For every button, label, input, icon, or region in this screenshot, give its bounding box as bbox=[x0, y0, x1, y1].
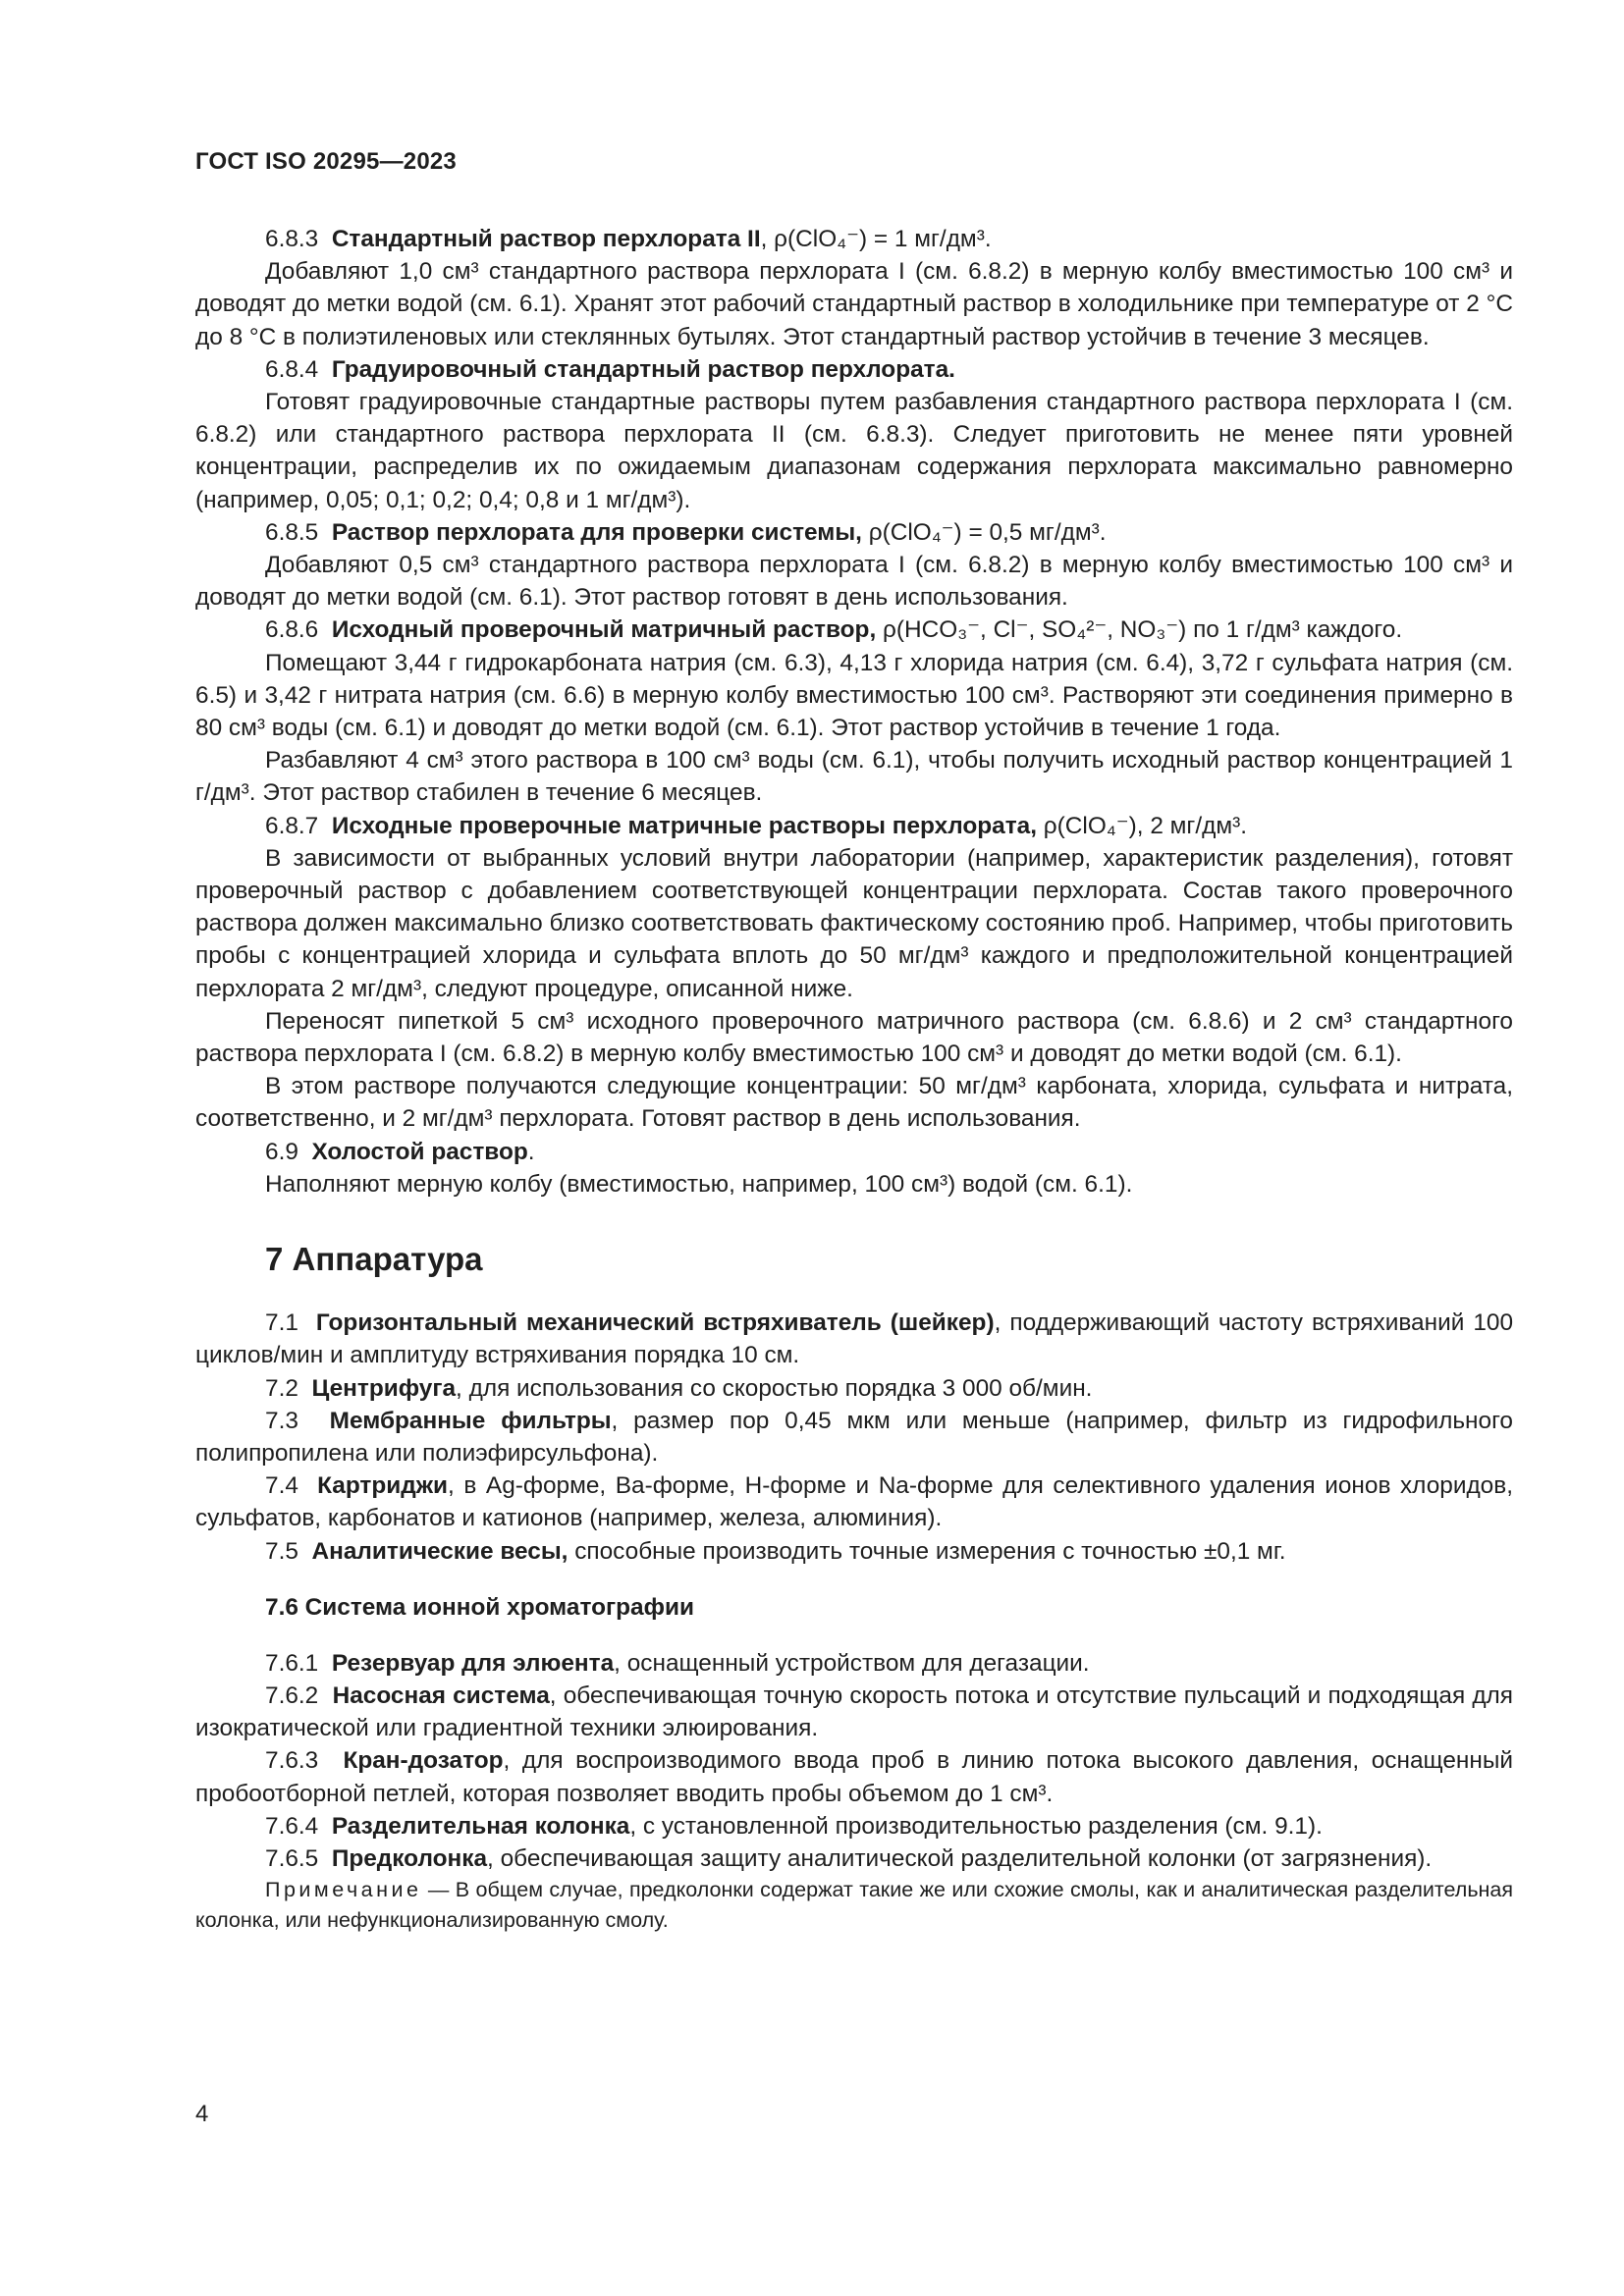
term-7-6-5: Предколонка bbox=[331, 1844, 488, 1872]
page-number: 4 bbox=[195, 2101, 209, 2127]
note bbox=[195, 1875, 1513, 1936]
term-6-8-6: Исходный проверочный матричный раствор, bbox=[331, 616, 877, 644]
subsection-7-6-title: 7.6 Система ионной хроматографии bbox=[265, 1593, 694, 1621]
para-6-8-3-heading: 6.8.3 Стандартный раствор перхлората II, ρ(ClO₄⁻) = 1 мг/дм³. bbox=[265, 226, 992, 252]
para-7-6-5: 7.6.5 Предколонка, обеспечивающая защиту аналитической разделительной колонки (от загрязнения). bbox=[265, 1844, 1433, 1872]
para-6-8-4-heading: 6.8.4 Градуировочный стандартный раствор перхлората. bbox=[265, 355, 955, 383]
term-6-8-5: Раствор перхлората для проверки системы, bbox=[331, 518, 862, 546]
para-6-8-6-heading: 6.8.6 Исходный проверочный матричный раствор, ρ(HCO₃⁻, Cl⁻, SO₄²⁻, NO₃⁻) по 1 г/дм³ каждого. bbox=[265, 616, 1403, 644]
term-7-1: Горизонтальный механический встряхиватель (шейкер) bbox=[315, 1309, 995, 1337]
para-6-9-heading: 6.9 Холостой раствор. bbox=[265, 1138, 535, 1165]
term-7-6-2: Насосная система bbox=[332, 1682, 550, 1709]
para-6-8-7-text-1: В зависимости от выбранных условий внутри лаборатории (например, характеристик разделения), готовят проверочный раствор с добавлением соответствующей концентрации перхлората. Состав такого проверочного раствора должен максимально близко соответствовать фактическому состоянию проб. Например, чтобы приготовить пробы с концентрацией хлорида и сульфата вплоть до 50 мг/дм³ каждого и предположительной концентрацией перхлората 2 мг/дм³, следуют процедуре, описанной ниже. bbox=[195, 844, 1513, 1002]
term-7-3: Мембранные фильтры bbox=[329, 1407, 612, 1434]
note-text: — В общем случае, предколонки содержат такие же или схожие смолы, как и аналитическая разделительная колонка, или нефункционализированную смолу. bbox=[195, 1878, 1513, 1933]
para-6-8-7-heading: 6.8.7 Исходные проверочные матричные растворы перхлората, ρ(ClO₄⁻), 2 мг/дм³. bbox=[265, 812, 1247, 839]
document-body bbox=[195, 223, 1513, 1936]
para-7-2: 7.2 Центрифуга, для использования со скоростью порядка 3 000 об/мин. bbox=[265, 1374, 1093, 1402]
para-7-5: 7.5 Аналитические весы, способные производить точные измерения с точностью ±0,1 мг. bbox=[265, 1537, 1286, 1565]
para-7-6-2: 7.6.2 Насосная система, обеспечивающая точную скорость потока и отсутствие пульсаций и подходящая для изократической или градиентной техники элюирования. bbox=[195, 1682, 1514, 1742]
term-6-8-3: Стандартный раствор перхлората II bbox=[331, 226, 761, 252]
term-6-8-7: Исходные проверочные матричные растворы перхлората, bbox=[331, 812, 1038, 839]
term-7-2: Центрифуга bbox=[311, 1374, 457, 1402]
para-6-8-5-heading: 6.8.5 Раствор перхлората для проверки системы, ρ(ClO₄⁻) = 0,5 мг/дм³. bbox=[265, 518, 1107, 546]
term-7-6-1: Резервуар для элюента bbox=[331, 1649, 615, 1677]
para-6-8-6-text-1: Помещают 3,44 г гидрокарбоната натрия (см. 6.3), 4,13 г хлорида натрия (см. 6.4), 3,72 г сульфата натрия (см. 6.5) и 3,42 г нитрата натрия (см. 6.6) в мерную колбу вместимостью 100 см³. Растворяют эти соединения примерно в 80 см³ воды (см. 6.1) и доводят до метки водой (см. 6.1). Этот раствор устойчив в течение 1 года. bbox=[195, 649, 1513, 742]
para-7-1: 7.1 Горизонтальный механический встряхиватель (шейкер), поддерживающий частоту встряхиваний 100 циклов/мин и амплитуду встряхивания порядка 10 см. bbox=[195, 1309, 1514, 1369]
para-6-8-4-text: Готовят градуировочные стандартные растворы путем разбавления стандартного раствора перхлората I (см. 6.8.2) или стандартного раствора перхлората II (см. 6.8.3). Следует приготовить не менее пяти уровней концентрации, распределив их по ожидаемым диапазонам содержания перхлората максимально равномерно (например, 0,05; 0,1; 0,2; 0,4; 0,8 и 1 мг/дм³). bbox=[195, 389, 1513, 513]
para-7-4: 7.4 Картриджи, в Ag-форме, Ва-форме, Н-форме и Na-форме для селективного удаления ионов хлоридов, сульфатов, карбонатов и катионов (например, железа, алюминия). bbox=[195, 1472, 1513, 1532]
para-6-9-text: Наполняют мерную колбу (вместимостью, например, 100 см³) водой (см. 6.1). bbox=[265, 1170, 1133, 1198]
term-7-5: Аналитические весы, bbox=[311, 1537, 568, 1565]
para-7-6-3: 7.6.3 Кран-дозатор, для воспроизводимого ввода проб в линию потока высокого давления, оснащенный пробоотборной петлей, которая позволяет вводить пробы объемом до 1 см³. bbox=[195, 1747, 1513, 1807]
para-6-8-7-text-3: В этом растворе получаются следующие концентрации: 50 мг/дм³ карбоната, хлорида, сульфата и нитрата, соответственно, и 2 мг/дм³ перхлората. Готовят раствор в день использования. bbox=[195, 1073, 1513, 1133]
term-6-8-4: Градуировочный стандартный раствор перхлората. bbox=[331, 355, 955, 383]
para-6-8-6-text-2: Разбавляют 4 см³ этого раствора в 100 см³ воды (см. 6.1), чтобы получить исходный раствор концентрацией 1 г/дм³. Этот раствор стабилен в течение 6 месяцев. bbox=[195, 747, 1513, 807]
para-7-6-1: 7.6.1 Резервуар для элюента, оснащенный устройством для дегазации. bbox=[265, 1649, 1090, 1677]
para-6-8-7-text-2: Переносят пипеткой 5 см³ исходного проверочного матричного раствора (см. 6.8.6) и 2 см³ стандартного раствора перхлората I (см. 6.8.2) в мерную колбу вместимостью 100 см³ и доводят до метки водой (см. 6.1). bbox=[195, 1007, 1513, 1068]
note-label: Примечание bbox=[265, 1878, 422, 1902]
para-7-3: 7.3 Мембранные фильтры, размер пор 0,45 мкм или меньше (например, фильтр из гидрофильного полипропилена или полиэфирсульфона). bbox=[195, 1407, 1513, 1467]
para-6-8-3-text: Добавляют 1,0 см³ стандартного раствора перхлората I (см. 6.8.2) в мерную колбу вместимостью 100 см³ и доводят до метки водой (см. 6.1). Хранят этот рабочий стандартный раствор в холодильнике при температуре от 2 °С до 8 °С в полиэтиленовых или стеклянных бутылях. Этот стандартный раствор устойчив в течение 3 месяцев. bbox=[195, 258, 1513, 350]
section-7-title: 7 Аппаратура bbox=[265, 1241, 483, 1278]
term-7-4: Картриджи bbox=[317, 1472, 449, 1500]
para-7-6-4: 7.6.4 Разделительная колонка, с установленной производительностью разделения (см. 9.1). bbox=[265, 1812, 1323, 1840]
term-6-9: Холостой раствор bbox=[311, 1138, 528, 1165]
para-6-8-5-text: Добавляют 0,5 см³ стандартного раствора перхлората I (см. 6.8.2) в мерную колбу вместимостью 100 см³ и доводят до метки водой (см. 6.1). Этот раствор готовят в день использования. bbox=[195, 552, 1513, 612]
term-7-6-3: Кран-дозатор bbox=[343, 1747, 504, 1775]
document-header: ГОСТ ISO 20295—2023 bbox=[195, 148, 457, 175]
term-7-6-4: Разделительная колонка bbox=[331, 1812, 630, 1840]
